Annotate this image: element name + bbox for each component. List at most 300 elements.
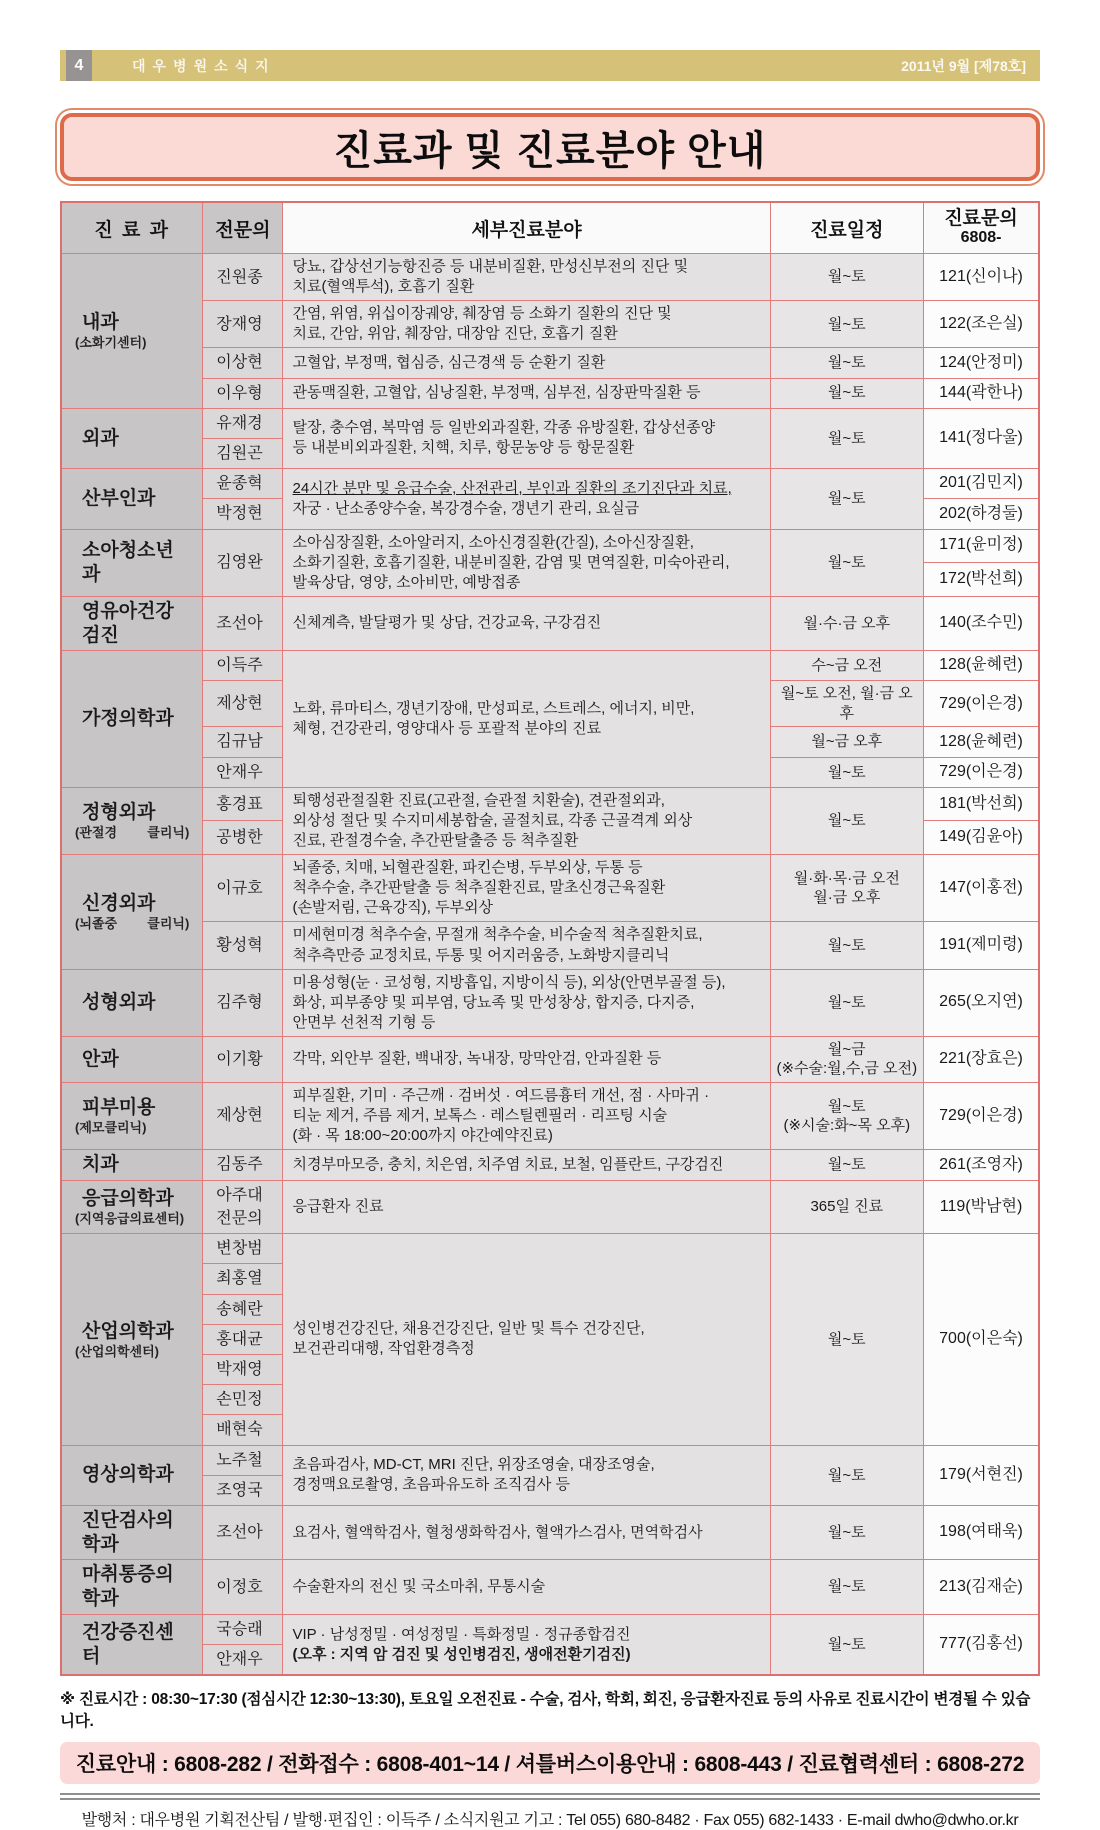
detail-cell: [283, 969, 770, 1036]
contact-cell: [924, 1234, 1039, 1445]
cell-text-line: 발육상담, 영양, 소아비만, 예방접종: [292, 573, 521, 591]
table-row: [61, 596, 1039, 651]
page-number: 4: [66, 50, 92, 81]
contact-cell: [924, 1505, 1039, 1560]
cell-text-line: 122(조은실): [939, 314, 1023, 332]
cell-text-line: 월~토: [827, 1578, 866, 1596]
cell-text-line: (화 · 목 18:00~20:00까지 야간예약진료): [292, 1127, 553, 1145]
cell-text-line: 월~토: [827, 763, 866, 781]
cell-text-line: 월~토: [827, 429, 866, 447]
detail-cell: [283, 787, 770, 854]
department-name: 내과: [82, 312, 119, 334]
department-cell: [61, 1234, 203, 1445]
hours-note: ※ 진료시간 : 08:30~17:30 (점심시간 12:30~13:30), 토요일 오전진료 - 수술, 검사, 학회, 회진, 응급환자진료 등의 사유로 진료시간이 변경될 수 있습니다.: [60, 1691, 1031, 1731]
department-cell: [61, 1445, 203, 1505]
cell-text-line: 128(윤혜련): [939, 732, 1023, 750]
department-subtitle: (뇌졸중 클리닉): [75, 915, 190, 931]
page-title: 진료과 및 진료분야 안내: [333, 128, 767, 173]
department-name: 치과: [82, 1154, 119, 1176]
cell-text-line: 전문의: [216, 1210, 263, 1228]
doctor-cell: [203, 254, 283, 301]
cell-text-line: 치경부마모증, 충치, 치은염, 치주염 치료, 보철, 임플란트, 구강검진: [292, 1155, 724, 1173]
contact-cell: [924, 378, 1039, 408]
contact-cell: [924, 651, 1039, 681]
department-cell: [61, 596, 203, 651]
cell-text-line: 141(정다울): [939, 429, 1023, 447]
cell-text-line: 관동맥질환, 고혈압, 심낭질환, 부정맥, 심부전, 심장판막질환 등: [292, 384, 701, 402]
col-header-schedule: 진료일정: [770, 202, 924, 254]
department-name: 산부인과: [82, 487, 156, 509]
cell-text-line: 144(곽한나): [939, 383, 1023, 401]
schedule-cell: [770, 1614, 924, 1675]
cell-text-line: 171(윤미정): [939, 536, 1023, 554]
cell-text-line: 안면부 선천적 기형 등: [292, 1013, 436, 1031]
contact-cell: [924, 922, 1039, 969]
table-row: [61, 1082, 1039, 1149]
cell-text-line: 신체계측, 발달평가 및 상담, 건강교육, 구강검진: [292, 614, 602, 632]
department-cell: [61, 408, 203, 468]
contact-cell: [924, 681, 1039, 727]
table-row: [61, 1150, 1039, 1181]
cell-text-line: 장재영: [216, 315, 263, 333]
table-row: [61, 1036, 1039, 1082]
doctor-cell: [203, 301, 283, 348]
contact-cell: [924, 855, 1039, 922]
table-row: [61, 469, 1039, 499]
cell-text-line: 탈장, 충수염, 복막염 등 일반외과질환, 각종 유방질환, 갑상선종양: [292, 419, 716, 437]
table-row: [61, 529, 1039, 563]
cell-text-line: 월~토: [827, 812, 866, 830]
doctor-cell: [203, 1294, 283, 1324]
col-header-doctor: 전문의: [203, 202, 283, 254]
schedule-cell: [770, 922, 924, 969]
cell-text-line: 노주철: [216, 1451, 263, 1469]
doctor-cell: [203, 1180, 283, 1233]
cell-text-line: 김주형: [216, 994, 263, 1012]
doctor-cell: [203, 469, 283, 499]
detail-cell: [283, 408, 770, 468]
cell-text-line: (손발저림, 근육강직), 두부외상: [292, 899, 494, 917]
detail-cell: [283, 1082, 770, 1149]
department-cell: [61, 787, 203, 854]
cell-text-line: 체형, 건강관리, 영양대사 등 포괄적 분야의 진료: [292, 720, 602, 738]
doctor-cell: [203, 1645, 283, 1676]
table-row: [61, 408, 1039, 438]
department-cell: [61, 969, 203, 1036]
contact-cell: [924, 787, 1039, 821]
cell-text-line: 화상, 피부종양 및 피부염, 당뇨족 및 만성창상, 합지증, 다지증,: [292, 993, 695, 1011]
detail-cell: [283, 1505, 770, 1560]
doctor-cell: [203, 408, 283, 438]
cell-text-line: 수~금 오전: [811, 657, 883, 675]
cell-text-line: 이우형: [216, 384, 263, 402]
publisher-line: 발행처 : 대우병원 기획전산팀 / 발행·편집인 : 이득주 / 소식지원고 기고 : Tel 055) 680-8482 · Fax 055) 682-1433 · E-mail dwho@dwho.or.kr: [81, 1812, 1019, 1830]
cell-text-line: 월~토: [827, 315, 866, 333]
cell-text-line: 121(신이나): [939, 267, 1023, 285]
table-row: [61, 1614, 1039, 1644]
doctor-cell: [203, 1505, 283, 1560]
cell-text-line: 피부질환, 기미 · 주근깨 · 검버섯 · 여드름흉터 개선, 점 · 사마귀 ·: [292, 1086, 710, 1104]
department-subtitle: (소화기센터): [75, 334, 147, 350]
cell-text-line: 213(김재순): [939, 1577, 1023, 1595]
department-name: 진단검사의학과: [82, 1509, 174, 1555]
department-name: 피부미용: [82, 1097, 156, 1119]
department-cell: [61, 1560, 203, 1615]
contact-cell: [924, 821, 1039, 855]
department-cell: [61, 1614, 203, 1675]
cell-text-line: 119(박남현): [939, 1197, 1023, 1215]
cell-text-line: 월~토: [827, 936, 866, 954]
cell-text-line: 128(윤혜련): [939, 656, 1023, 674]
schedule-cell: [770, 1505, 924, 1560]
table-row: [61, 254, 1039, 301]
cell-text-line: 진료, 관절경수술, 추간판탈출증 등 척추질환: [292, 832, 579, 850]
col-header-contact: [924, 202, 1039, 254]
cell-text-line: 당뇨, 갑상선기능항진증 등 내분비질환, 만성신부전의 진단 및: [292, 258, 689, 275]
detail-cell: [283, 1180, 770, 1233]
cell-text-line: 221(장효은): [939, 1049, 1023, 1067]
contact-cell: [924, 1082, 1039, 1149]
schedule-cell: [770, 301, 924, 348]
cell-text-line: 777(김홍선): [939, 1635, 1023, 1653]
cell-text-line: 홍대균: [216, 1330, 263, 1348]
cell-text-line: 고혈압, 부정맥, 협심증, 심근경색 등 순환기 질환: [292, 353, 606, 371]
cell-text-line: 윤종혁: [216, 475, 263, 493]
department-cell: [61, 469, 203, 529]
cell-text-line: (※수술:월,수,금 오전): [776, 1060, 918, 1078]
cell-text-line: 181(박선희): [939, 794, 1023, 812]
cell-text-line: 198(여태욱): [939, 1523, 1023, 1541]
cell-text-line: 201(김민지): [939, 474, 1023, 492]
clinic-table-body: [61, 254, 1039, 1676]
issue-label: 2011년 9월 [제78호]: [901, 57, 1026, 74]
cell-text-line: 보건관리대행, 작업환경측정: [292, 1340, 475, 1358]
cell-text-line: 국승래: [216, 1620, 263, 1638]
table-row: [61, 855, 1039, 922]
cell-text-line: 124(안정미): [939, 353, 1023, 371]
schedule-cell: [770, 596, 924, 651]
department-cell: [61, 855, 203, 969]
schedule-cell: [770, 855, 924, 922]
schedule-cell: [770, 727, 924, 757]
cell-text-line: 365일 진료: [810, 1198, 884, 1216]
contact-cell: [924, 1180, 1039, 1233]
doctor-cell: [203, 1234, 283, 1264]
doctor-cell: [203, 438, 283, 468]
cell-text-line: 노화, 류마티스, 갱년기장애, 만성피로, 스트레스, 에너지, 비만,: [292, 699, 695, 717]
table-row: [61, 1505, 1039, 1560]
contact-cell: [924, 301, 1039, 348]
schedule-cell: [770, 1150, 924, 1181]
doctor-cell: [203, 757, 283, 787]
contact-cell: [924, 408, 1039, 468]
cell-text-line: 안재우: [216, 1651, 263, 1669]
cell-text-line: 조영국: [216, 1481, 263, 1499]
detail-cell: [283, 1560, 770, 1615]
doctor-cell: [203, 1324, 283, 1354]
department-subtitle: (산업의학센터): [75, 1343, 160, 1359]
detail-cell: [283, 378, 770, 408]
doctor-cell: [203, 348, 283, 378]
contact-cell: [924, 1036, 1039, 1082]
contact-cell: [924, 469, 1039, 499]
cell-text-line: 박정현: [216, 505, 263, 523]
table-row: [61, 651, 1039, 681]
cell-text-line: 조선아: [216, 614, 263, 632]
cell-text-line: 최홍열: [216, 1270, 263, 1288]
schedule-cell: [770, 651, 924, 681]
doctor-cell: [203, 1036, 283, 1082]
cell-text-line: 265(오지연): [939, 993, 1023, 1011]
doctor-cell: [203, 1385, 283, 1415]
cell-text-line: 요검사, 혈액학검사, 혈청생화학검사, 혈액가스검사, 면역학검사: [292, 1523, 703, 1541]
cell-text-line: 김원곤: [216, 444, 263, 462]
cell-text-line: 배현숙: [216, 1421, 263, 1439]
detail-cell: [283, 301, 770, 348]
schedule-cell: [770, 469, 924, 529]
detail-cell: [283, 529, 770, 596]
cell-text-line: 각막, 외안부 질환, 백내장, 녹내장, 망막안검, 안과질환 등: [292, 1050, 662, 1068]
cell-text-line: 소아심장질환, 소아알러지, 소아신경질환(간질), 소아신장질환,: [292, 533, 694, 551]
table-row: [61, 348, 1039, 378]
department-subtitle: (지역응급의료센터): [75, 1211, 185, 1227]
cell-text-line: 월~금 오후: [811, 733, 883, 751]
detail-cell: [283, 651, 770, 788]
department-cell: [61, 1036, 203, 1082]
doctor-cell: [203, 1150, 283, 1181]
department-cell: [61, 1150, 203, 1181]
cell-text-line: 월~토: [827, 1156, 866, 1174]
doctor-cell: [203, 499, 283, 529]
cell-text-line: 월~토: [827, 993, 866, 1011]
cell-text-line: 149(김윤아): [939, 828, 1023, 846]
detail-cell: [283, 922, 770, 969]
schedule-cell: [770, 1082, 924, 1149]
department-cell: [61, 254, 203, 409]
cell-text-line: 729(이은경): [939, 694, 1023, 712]
doctor-cell: [203, 1264, 283, 1294]
cell-text-line: 월~금: [827, 1040, 866, 1058]
detail-cell: [283, 1150, 770, 1181]
table-row: [61, 787, 1039, 821]
table-row: [61, 378, 1039, 408]
doctor-cell: [203, 922, 283, 969]
contact-cell: [924, 596, 1039, 651]
cell-text-line: 치료(혈액투석), 호흡기 질환: [292, 278, 475, 296]
cell-text-line: 이규호: [216, 879, 263, 897]
cell-text-line: 수술환자의 전신 및 국소마취, 무통시술: [292, 1578, 546, 1596]
cell-text-line: VIP · 남성정밀 · 여성정밀 · 특화정밀 · 정규종합검진: [292, 1625, 631, 1643]
cell-text-line: 김동주: [216, 1156, 263, 1174]
table-row: [61, 301, 1039, 348]
cell-text-line: 응급환자 진료: [292, 1198, 384, 1216]
cell-text-line: 700(이은숙): [939, 1330, 1023, 1348]
contact-cell: [924, 499, 1039, 529]
col-header-contact-prefix: 6808-: [960, 229, 1002, 247]
cell-text-line: 자궁 · 난소종양수술, 복강경수술, 갱년기 관리, 요실금: [292, 499, 640, 517]
cell-text-line: 261(조영자): [939, 1155, 1023, 1173]
department-subtitle: (제모클리닉): [75, 1120, 147, 1136]
schedule-cell: [770, 1560, 924, 1615]
schedule-cell: [770, 681, 924, 727]
cell-text-line: 월·금 오후: [813, 889, 881, 907]
cell-text-line: (오후 : 지역 암 검진 및 성인병검진, 생애전환기검진): [292, 1645, 631, 1663]
department-cell: [61, 1180, 203, 1233]
cell-text-line: 제상현: [216, 1107, 263, 1125]
doctor-cell: [203, 727, 283, 757]
cell-text-line: 이득주: [216, 657, 263, 675]
table-row: [61, 1445, 1039, 1475]
schedule-cell: [770, 529, 924, 596]
cell-text-line: 송혜란: [216, 1300, 263, 1318]
cell-text-line: 아주대: [216, 1186, 263, 1204]
cell-text-line: 조선아: [216, 1524, 263, 1542]
cell-text-line: 월~토: [827, 490, 866, 508]
cell-text-line: 월~토: [827, 384, 866, 402]
cell-text-line: 월~토: [827, 1635, 866, 1653]
department-name: 마취통증의학과: [82, 1564, 174, 1610]
detail-cell: [283, 1036, 770, 1082]
department-cell: [61, 1082, 203, 1149]
page: [60, 0, 1040, 1830]
cell-text-line: 191(제미령): [939, 936, 1023, 954]
cell-text-line: 월~토: [827, 1330, 866, 1348]
doctor-cell: [203, 1614, 283, 1644]
doctor-cell: [203, 1560, 283, 1615]
col-header-contact-label: 진료문의: [944, 208, 1018, 230]
detail-cell: [283, 1234, 770, 1445]
cell-text-line: 김영완: [216, 554, 263, 572]
detail-cell: [283, 469, 770, 529]
cell-text-line: 등 내분비외과질환, 치핵, 치루, 항문농양 등 항문질환: [292, 439, 635, 457]
schedule-cell: [770, 757, 924, 787]
schedule-cell: [770, 1445, 924, 1505]
detail-cell: [283, 1445, 770, 1505]
table-row: [61, 1180, 1039, 1233]
col-header-specialty: 세부진료분야: [283, 202, 770, 254]
cell-text-line: 월~토: [827, 553, 866, 571]
cell-text-line: 외상성 절단 및 수지미세봉합술, 골절치료, 각종 근골격계 외상: [292, 811, 693, 829]
cell-text-line: 성인병건강진단, 채용건강진단, 일반 및 특수 건강진단,: [292, 1320, 645, 1338]
schedule-cell: [770, 787, 924, 854]
cell-text-line: 140(조수민): [939, 614, 1023, 632]
detail-cell: [283, 254, 770, 301]
cell-text-line: 이정호: [216, 1578, 263, 1596]
detail-cell: [283, 348, 770, 378]
schedule-cell: [770, 1036, 924, 1082]
doctor-cell: [203, 1415, 283, 1445]
department-name: 안과: [82, 1048, 119, 1070]
newsletter-title: 대우병원소식지: [132, 57, 276, 74]
doctor-cell: [203, 596, 283, 651]
contact-cell: [924, 757, 1039, 787]
cell-text-line: 척추수술, 추간판탈출 등 척추질환진료, 말초신경근육질환: [292, 879, 666, 897]
department-name: 영유아건강검진: [82, 600, 174, 646]
cell-text-line: 손민정: [216, 1391, 263, 1409]
cell-text-line: 729(이은경): [939, 762, 1023, 780]
cell-text-line: 월~토 오전, 월·금 오후: [780, 685, 913, 722]
cell-text-line: 김규남: [216, 733, 263, 751]
cell-text-line: 이상현: [216, 354, 263, 372]
cell-text-line: (※시술:화~목 오후): [783, 1117, 911, 1135]
table-row: [61, 969, 1039, 1036]
cell-text-line: 월·수·금 오후: [803, 614, 891, 632]
cell-text-line: 미세현미경 척추수술, 무절개 척추수술, 비수술적 척추질환치료,: [292, 926, 703, 944]
contact-cell: [924, 727, 1039, 757]
col-header-department: 진 료 과: [61, 202, 203, 254]
cell-text-line: 홍경표: [216, 795, 263, 813]
contact-bar: 진료안내 : 6808-282 / 전화접수 : 6808-401~14 / 셔틀버스이용안내 : 6808-443 / 진료협력센터 : 6808-272: [60, 1742, 1040, 1784]
clinic-table: [60, 201, 1040, 1676]
doctor-cell: [203, 378, 283, 408]
department-name: 외과: [82, 427, 119, 449]
doctor-cell: [203, 1445, 283, 1475]
schedule-cell: [770, 1234, 924, 1445]
cell-text-line: 뇌졸중, 치매, 뇌혈관질환, 파킨슨병, 두부외상, 두통 등: [292, 859, 643, 877]
table-row: [61, 1234, 1039, 1264]
cell-text-line: 월~토: [827, 268, 866, 286]
department-subtitle: (관절경 클리닉): [75, 825, 190, 841]
schedule-cell: [770, 348, 924, 378]
cell-text-line: 척추측만증 교정치료, 두통 및 어지러움증, 노화방지클리닉: [292, 946, 670, 964]
doctor-cell: [203, 681, 283, 727]
cell-text-line: 초음파검사, MD-CT, MRI 진단, 위장조영술, 대장조영술,: [292, 1456, 655, 1474]
page-header-band: [60, 50, 1040, 81]
cell-text-line: 황성혁: [216, 936, 263, 954]
cell-text-line: 변창범: [216, 1240, 263, 1258]
cell-text-line: 179(서현진): [939, 1465, 1023, 1483]
cell-text-line: 729(이은경): [939, 1106, 1023, 1124]
doctor-cell: [203, 529, 283, 596]
detail-cell: [283, 596, 770, 651]
department-name: 신경외과: [82, 893, 156, 915]
department-cell: [61, 529, 203, 596]
department-name: 정형외과: [82, 802, 156, 824]
cell-text-line: 제상현: [216, 695, 263, 713]
department-name: 영상의학과: [82, 1464, 174, 1486]
department-name: 응급의학과: [82, 1188, 174, 1210]
cell-text-line: 진원종: [216, 268, 263, 286]
schedule-cell: [770, 969, 924, 1036]
cell-text-line: 월~토: [827, 1097, 866, 1115]
doctor-cell: [203, 1475, 283, 1505]
schedule-cell: [770, 254, 924, 301]
department-cell: [61, 651, 203, 788]
contact-cell: [924, 348, 1039, 378]
doctor-cell: [203, 787, 283, 821]
cell-text-line: 티눈 제거, 주름 제거, 보톡스 · 레스틸렌필러 · 리프팅 시술: [292, 1106, 668, 1124]
department-name: 건강증진센터: [82, 1621, 174, 1667]
doctor-cell: [203, 855, 283, 922]
contact-cell: [924, 254, 1039, 301]
contact-cell: [924, 1560, 1039, 1615]
doctor-cell: [203, 969, 283, 1036]
table-header-row: [61, 202, 1039, 254]
cell-text-line: 퇴행성관절질환 진료(고관절, 슬관절 치환술), 견관절외과,: [292, 791, 665, 809]
cell-text-line: 공병한: [216, 829, 263, 847]
doctor-cell: [203, 821, 283, 855]
detail-cell: [283, 855, 770, 922]
doctor-cell: [203, 1082, 283, 1149]
cell-text-line: 147(이홍전): [939, 878, 1023, 896]
table-row: [61, 922, 1039, 969]
cell-text-line: 치료, 간암, 위암, 췌장암, 대장암 진단, 호흡기 질환: [292, 325, 618, 343]
cell-text-line: 간염, 위염, 위십이장궤양, 췌장염 등 소화기 질환의 진단 및: [292, 305, 672, 323]
cell-text-line: 소화기질환, 호흡기질환, 내분비질환, 감염 및 면역질환, 미숙아관리,: [292, 553, 730, 571]
cell-text-line: 유재경: [216, 414, 263, 432]
page-title-box: [60, 113, 1040, 181]
cell-text-line: 안재우: [216, 763, 263, 781]
